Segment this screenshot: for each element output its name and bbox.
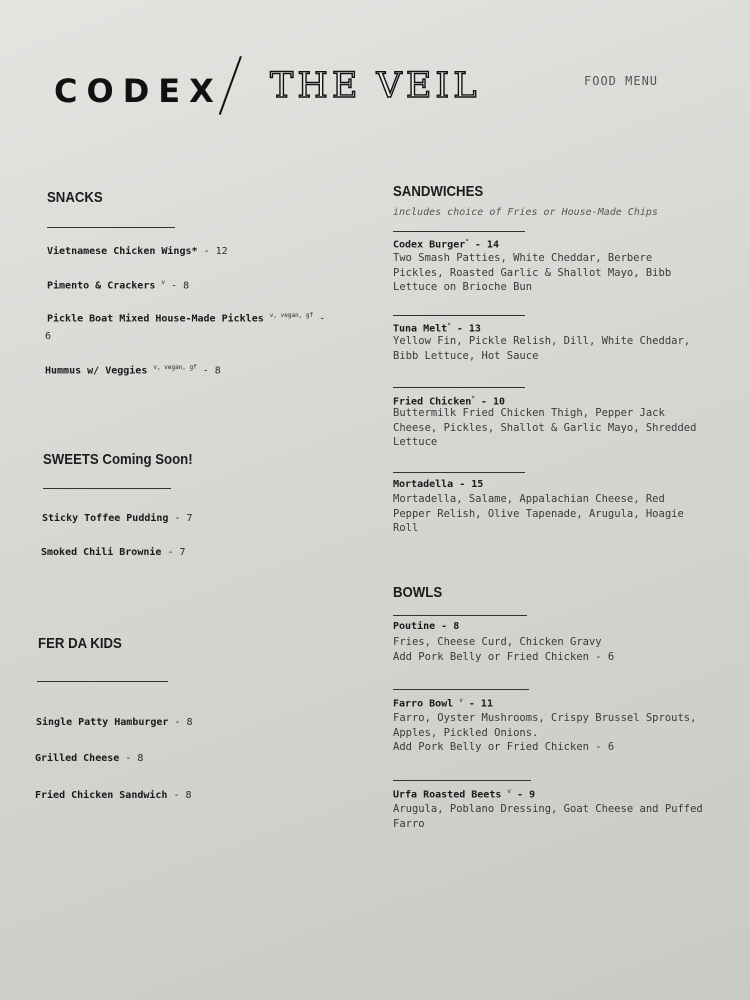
bowl-item-poutine: Poutine - 8	[393, 621, 460, 632]
sandwich-desc: Mortadella, Salame, Appalachian Cheese, Red Pepper Relish, Olive Tapenade, Arugula, Hoagie Roll	[393, 493, 684, 534]
kids-item: Fried Chicken Sandwich - 8	[35, 790, 192, 801]
sandwich-item-tuna-melt: Tuna Melt* - 13	[393, 322, 481, 335]
bowl-desc: Farro, Oyster Mushrooms, Crispy Brussel Sprouts, Apples, Pickled Onions. Add Pork Belly or Fried Chicken - 6	[393, 712, 697, 753]
bowls-title: BOWLS	[393, 584, 443, 601]
sandwich-desc: Two Smash Patties, White Cheddar, Berbere Pickles, Roasted Garlic & Shallot Mayo, Bibb Lettuce on Brioche Bun	[393, 252, 672, 293]
sweet-item: Smoked Chili Brownie - 7	[41, 547, 186, 558]
bowl-item-urfa-roasted-beets: Urfa Roasted Beets $^v$ - 9	[393, 788, 536, 801]
sandwich-desc: Buttermilk Fried Chicken Thigh, Pepper Jack Cheese, Pickles, Shallot & Garlic Mayo, Shredded Lettuce	[393, 407, 697, 448]
sweet-item: Sticky Toffee Pudding - 7	[42, 513, 193, 524]
bowl-rule	[393, 689, 529, 690]
bowl-desc: Fries, Cheese Curd, Chicken Gravy Add Pork Belly or Fried Chicken - 6	[393, 636, 615, 663]
snack-item: Pickle Boat Mixed House-Made Pickles $^{v, vegan, gf}$ -	[47, 312, 326, 325]
snacks-title: SNACKS	[47, 189, 103, 206]
kids-rule	[37, 681, 168, 682]
sandwich-rule	[393, 315, 525, 316]
sandwich-desc: Yellow Fin, Pickle Relish, Dill, White Cheddar, Bibb Lettuce, Hot Sauce	[393, 335, 691, 362]
brand-codex: CODEX	[54, 72, 223, 110]
sandwiches-title: SANDWICHES	[393, 183, 484, 200]
snack-item-price-wrap: 6	[45, 331, 52, 342]
sandwich-item-fried-chicken: Fried Chicken* - 10	[393, 395, 506, 408]
sandwiches-note: includes choice of Fries or House-Made Chips	[393, 207, 658, 218]
kids-item: Grilled Cheese - 8	[35, 753, 144, 764]
snack-item: Hummus w/ Veggies $^{v, vegan, gf}$ - 8	[45, 364, 221, 377]
sandwich-rule	[393, 231, 525, 232]
brand-the-veil: THE VEIL	[270, 66, 481, 106]
sandwich-rule	[393, 387, 525, 388]
sweets-title: SWEETS Coming Soon!	[43, 451, 193, 468]
sandwich-item-codex-burger: Codex Burger* - 14	[393, 238, 499, 251]
snack-item: Pimento & Crackers $^v$ - 8	[47, 279, 190, 292]
bowl-item-farro-bowl: Farro Bowl $^v$ - 11	[393, 697, 493, 710]
bowl-rule	[393, 615, 527, 616]
sweets-rule	[43, 488, 171, 489]
snack-item: Vietnamese Chicken Wings* - 12	[47, 246, 228, 257]
sandwich-rule	[393, 472, 525, 473]
kids-item: Single Patty Hamburger - 8	[36, 717, 193, 728]
kids-title: FER DA KIDS	[38, 635, 122, 652]
bowl-rule	[393, 780, 531, 781]
food-menu-label: FOOD MENU	[584, 74, 659, 88]
snacks-rule	[47, 227, 175, 228]
sandwich-item-mortadella: Mortadella - 15	[393, 479, 484, 490]
bowl-desc: Arugula, Poblano Dressing, Goat Cheese and Puffed Farro	[393, 803, 703, 830]
